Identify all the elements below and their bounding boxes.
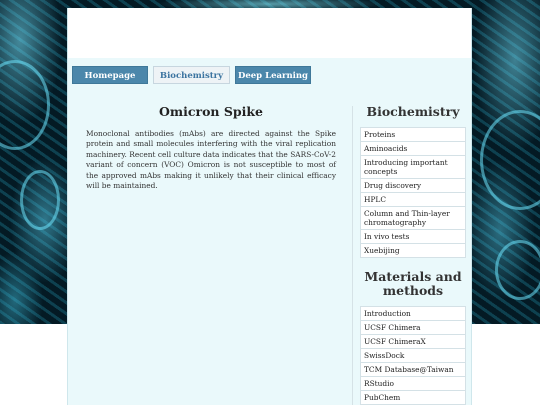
background-curl bbox=[20, 170, 60, 230]
sidebar-link-drug-discovery[interactable]: Drug discovery bbox=[360, 179, 466, 193]
page-container bbox=[67, 8, 472, 405]
sidebar-biochemistry bbox=[360, 105, 466, 258]
sidebar-link-tcm-database[interactable]: TCM Database@Taiwan bbox=[360, 363, 466, 377]
materials-link-list bbox=[360, 306, 466, 405]
sidebar-link-ucsf-chimera[interactable]: UCSF Chimera bbox=[360, 321, 466, 335]
sidebar-link-introduction[interactable]: Introduction bbox=[360, 306, 466, 321]
sidebar-link-pubchem[interactable]: PubChem bbox=[360, 391, 466, 405]
background-curl bbox=[495, 240, 540, 300]
sidebar-materials bbox=[360, 270, 466, 405]
sidebar-link-proteins[interactable]: Proteins bbox=[360, 127, 466, 142]
column-divider bbox=[352, 106, 353, 405]
sidebar-link-in-vivo[interactable]: In vivo tests bbox=[360, 230, 466, 244]
sidebar-link-hplc[interactable]: HPLC bbox=[360, 193, 466, 207]
article-body: Monoclonal antibodies (mAbs) are directed against the Spike protein and small molecules interfering with the viral replication machinery. Recent cell culture data indicates that the SARS-CoV-2 variant of concern (VOC) Omicron is not susceptible to most of the approved mAbs making it unlikely that their clinical efficacy will be maintained. bbox=[86, 129, 336, 191]
sidebar-link-concepts[interactable]: Introducing important concepts bbox=[360, 156, 466, 179]
sidebar-link-aminoacids[interactable]: Aminoacids bbox=[360, 142, 466, 156]
sidebar-title-materials: Materials and methods bbox=[364, 269, 462, 298]
sidebar-link-chromatography[interactable]: Column and Thin-layer chromatography bbox=[360, 207, 466, 230]
sidebar-title-biochemistry: Biochemistry bbox=[366, 104, 460, 119]
background-curl bbox=[480, 110, 540, 210]
biochemistry-link-list bbox=[360, 127, 466, 258]
page-title: Omicron Spike bbox=[159, 104, 263, 119]
nav-biochemistry-button[interactable]: Biochemistry bbox=[153, 66, 230, 84]
sidebar-link-rstudio[interactable]: RStudio bbox=[360, 377, 466, 391]
sidebar-link-xuebijing[interactable]: Xuebijing bbox=[360, 244, 466, 258]
main-content bbox=[86, 104, 336, 191]
sidebar-link-ucsf-chimerax[interactable]: UCSF ChimeraX bbox=[360, 335, 466, 349]
main-nav bbox=[72, 66, 311, 84]
sidebar-link-swissdock[interactable]: SwissDock bbox=[360, 349, 466, 363]
nav-homepage-button[interactable]: Homepage bbox=[72, 66, 148, 84]
background-curl bbox=[0, 60, 50, 150]
nav-deep-learning-button[interactable]: Deep Learning bbox=[235, 66, 311, 84]
header-banner bbox=[68, 8, 471, 58]
